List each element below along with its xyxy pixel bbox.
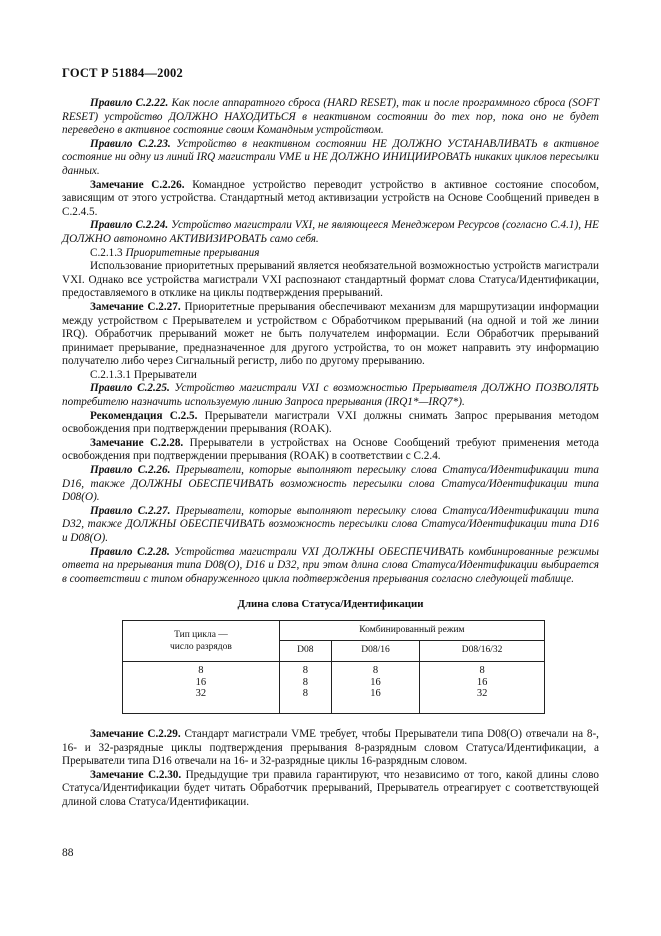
- rule-text: Устройство в неактивном состоянии НЕ ДОЛЖНО УСТАНАВЛИВАТЬ в активное состояние ни одну из линий IRQ магистрали VME и НЕ ДОЛЖНО ИНИЦИИРОВАТЬ никаких циклов пересылки данных.: [62, 137, 599, 177]
- table-cell-value: 32: [476, 688, 488, 700]
- note-text: Прерыватели в устройствах на Основе Сообщений требуют применения метода освобождения при подтверждении прерывания (ROAK) в соответствии с С.2.4.: [62, 436, 599, 463]
- rule-text: Устройство магистрали VXI с возможностью Прерывателя ДОЛЖНО ПОЗВОЛЯТЬ потребителю назначить используемую линию Запроса прерывания (IRQ1*—IRQ7*).: [62, 382, 599, 409]
- rule-label: Правило С.2.28.: [90, 545, 170, 558]
- rule-label: Правило С.2.22.: [90, 97, 169, 109]
- body-paragraph: Использование приоритетных прерываний является необязательной возможностью устройств магистрали VXI. Однако все устройства магистрали VXI распознают стандартный формат слова Статуса/Идентификации, предоставляемого в отклике на циклы подтверждения прерываний.: [62, 260, 599, 300]
- document-body: [62, 97, 599, 810]
- note-c-2-30: [62, 769, 599, 810]
- column-header-combined-mode: Комбинированный режим: [279, 620, 544, 641]
- rule-c-2-26: [62, 464, 599, 505]
- status-id-length-table: [122, 620, 545, 714]
- section-title: Приоритетные прерывания: [122, 246, 260, 259]
- rule-text: Прерыватели, которые выполняют пересылку слова Статуса/Идентификации типа D32, также ДОЛЖНЫ ОБЕСПЕЧИВАТЬ возможность пересылки слова Статуса/Идентификации типа D16 и D08(O).: [62, 504, 599, 544]
- recommendation-label: Рекомендация С.2.5.: [90, 409, 198, 422]
- rule-text: Как после аппаратного сброса (HARD RESET), так и после программного сброса (SOFT RESET) устройство ДОЛЖНО НАХОДИТЬСЯ в неактивном состоянии до тех пор, пока оно не будет переведено в активное состояние своим Командным устройством.: [62, 97, 599, 137]
- note-c-2-29: [62, 728, 599, 769]
- section-heading-c-2-1-3: [62, 247, 599, 261]
- rule-text: Устройство магистрали VXI, не являющееся Менеджером Ресурсов (согласно С.4.1), НЕ ДОЛЖНО автономно АКТИВИЗИРОВАТЬ само себя.: [62, 219, 599, 245]
- table-cell-value: 8: [302, 688, 308, 700]
- rule-c-2-28: [62, 546, 599, 587]
- recommendation-c-2-5: [62, 410, 599, 437]
- table-cell-value: 16: [370, 676, 381, 688]
- document-header: ГОСТ Р 51884—2002: [62, 66, 183, 80]
- table-cell-value: 8: [302, 664, 308, 676]
- note-label: Замечание С.2.30.: [90, 768, 182, 781]
- rule-label: Правило С.2.24.: [90, 219, 169, 232]
- note-text: Предыдущие три правила гарантируют, что независимо от того, какой длины слово Статуса/Идентификации будет читать Обработчик прерываний, Прерыватель отреагирует с соответствующей длиной слова Статуса/Идентификации.: [62, 768, 599, 808]
- note-label: Замечание С.2.28.: [90, 436, 184, 449]
- table-cell-value: 8: [372, 664, 379, 676]
- table-cell-value: 16: [476, 676, 488, 688]
- d08-cell: [279, 661, 331, 713]
- rule-c-2-23: [62, 138, 599, 179]
- column-header-cycle-type: [123, 620, 280, 661]
- section-number: С.2.1.3: [90, 246, 123, 259]
- rule-label: Правило С.2.25.: [90, 382, 170, 395]
- note-c-2-26: [62, 179, 599, 220]
- table-cell-value: 8: [198, 664, 204, 676]
- note-label: Замечание С.2.26.: [90, 178, 185, 191]
- note-text: Командное устройство переводит устройство в активное состояние способом, зависящим от этого устройства. Стандартный метод активизации устройств на Основе Сообщений приведен в С.2.4.5.: [62, 178, 599, 218]
- rule-text: Прерыватели, которые выполняют пересылку слова Статуса/Идентификации типа D16, также ДОЛЖНЫ ОБЕСПЕЧИВАТЬ возможность пересылки слова Статуса/Идентификации типа D08(O).: [62, 464, 599, 504]
- table-cell-value: 16: [370, 688, 381, 700]
- column-header-d08: D08: [279, 641, 331, 662]
- rule-text: Устройства магистрали VXI ДОЛЖНЫ ОБЕСПЕЧИВАТЬ комбинированные режимы ответа на прерывания типа D08(O), D16 и D32, при этом длина слова Статуса/Идентификации выбирается в соответствии с типом обнаруженного цикла подтверждения прерывания согласно следующей таблице.: [62, 545, 599, 585]
- column-header-d08-16-32: D08/16/32: [420, 641, 545, 662]
- column-header-d08-16: D08/16: [331, 641, 419, 662]
- rule-label: Правило С.2.27.: [90, 504, 171, 517]
- note-c-2-27: [62, 301, 599, 369]
- d08-16-32-cell: [420, 661, 545, 713]
- note-c-2-28: [62, 437, 599, 464]
- note-text: Приоритетные прерывания обеспечивают механизм для маршрутизации информации между устройством с Прерывателем и устройством с Обработчиком прерываний (на одной и той же линии IRQ). Обработчик прерываний может не быть получателем информации. Если Обработчик прерываний принимает прерывание, предназначенное для другого устройства, то он может направить эту информацию получателю либо через Сигнальный регистр, либо по другому прерыванию.: [62, 300, 599, 368]
- table-cell-value: 8: [302, 676, 308, 688]
- table-cell-value: 8: [479, 664, 485, 676]
- rule-c-2-22: [62, 97, 599, 138]
- d08-16-cell: [331, 661, 419, 713]
- cycle-type-cell: [123, 661, 280, 713]
- table-row: [123, 661, 545, 713]
- section-heading-c-2-1-3-1: С.2.1.3.1 Прерыватели: [90, 368, 197, 381]
- page-number: 88: [62, 847, 74, 859]
- note-label: Замечание С.2.29.: [90, 727, 181, 740]
- column-header-line: число разрядов: [170, 641, 232, 652]
- rule-label: Правило С.2.26.: [90, 464, 171, 477]
- note-label: Замечание С.2.27.: [90, 300, 181, 313]
- recommendation-text: Прерыватели магистрали VXI должны снимать Запрос прерывания методом освобождения при подтверждении прерывания (ROAK).: [62, 409, 600, 436]
- table-cell-value: 16: [195, 676, 207, 688]
- note-text: Стандарт магистрали VME требует, чтобы Прерыватели типа D08(O) отвечали на 8-, 16- и 32-разрядные циклы подтверждения прерывания 8-разрядным словом Статуса/Идентификации, а Прерыватели типа D16 отвечали на 16- и 32-разрядные циклы 16-разрядным словом.: [62, 727, 599, 768]
- rule-c-2-27: [62, 505, 599, 546]
- table-title: Длина слова Статуса/Идентификации: [237, 598, 424, 611]
- rule-c-2-24: [62, 219, 599, 246]
- rule-c-2-25: [62, 382, 599, 409]
- table-cell-value: 32: [195, 688, 207, 700]
- rule-label: Правило С.2.23.: [90, 137, 171, 150]
- column-header-line: Тип цикла —: [174, 629, 228, 640]
